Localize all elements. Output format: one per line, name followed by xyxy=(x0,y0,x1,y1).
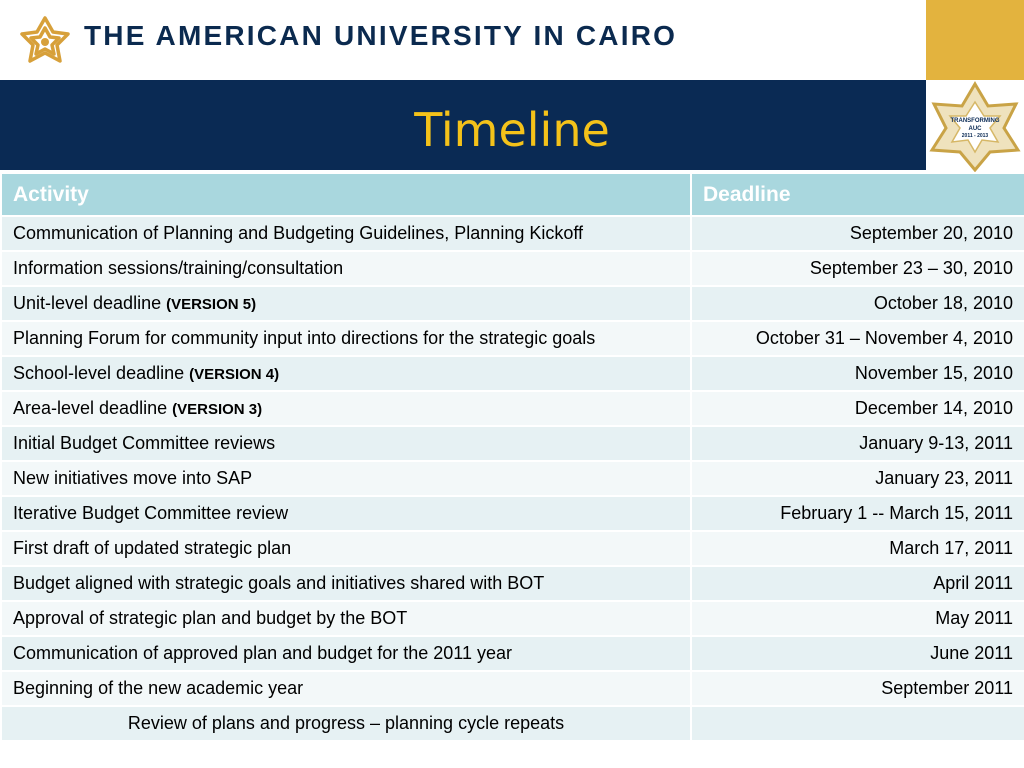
activity-cell xyxy=(1,426,691,461)
activity-text: Iterative Budget Committee review xyxy=(13,503,289,523)
activity-text: Approval of strategic plan and budget by the BOT xyxy=(13,608,408,628)
final-activity-cell: Review of plans and progress – planning cycle repeats xyxy=(1,706,691,741)
deadline-cell: April 2011 xyxy=(691,566,1024,601)
deadline-cell: March 17, 2011 xyxy=(691,531,1024,566)
activity-text: Communication of approved plan and budget for the 2011 year xyxy=(13,643,512,663)
activity-column-header: Activity xyxy=(1,173,691,216)
table-row-final xyxy=(1,706,1024,741)
table-row xyxy=(1,356,1024,391)
version-note: (VERSION 4) xyxy=(189,366,280,383)
transforming-auc-badge-icon xyxy=(926,80,1024,172)
activity-text: Unit-level deadline xyxy=(13,293,167,313)
version-note: (VERSION 5) xyxy=(166,296,257,313)
activity-text: New initiatives move into SAP xyxy=(13,468,253,488)
activity-text: Initial Budget Committee reviews xyxy=(13,433,276,453)
table-row xyxy=(1,636,1024,671)
table-row xyxy=(1,216,1024,251)
header-bar xyxy=(0,0,1024,80)
activity-text: First draft of updated strategic plan xyxy=(13,538,292,558)
slide-title: Timeline xyxy=(414,103,610,157)
table-row xyxy=(1,496,1024,531)
activity-cell xyxy=(1,496,691,531)
deadline-cell: September 23 – 30, 2010 xyxy=(691,251,1024,286)
deadline-cell: January 23, 2011 xyxy=(691,461,1024,496)
header-accent-block xyxy=(926,0,1024,80)
activity-text: School-level deadline xyxy=(13,363,190,383)
version-note: (VERSION 3) xyxy=(172,401,263,418)
activity-cell xyxy=(1,461,691,496)
table-row xyxy=(1,391,1024,426)
table-row xyxy=(1,531,1024,566)
table-row xyxy=(1,286,1024,321)
activity-text: Area-level deadline xyxy=(13,398,173,418)
transforming-auc-badge xyxy=(926,80,1024,172)
deadline-cell: May 2011 xyxy=(691,601,1024,636)
table-row xyxy=(1,461,1024,496)
activity-text: Planning Forum for community input into directions for the strategic goals xyxy=(13,328,596,348)
activity-cell xyxy=(1,636,691,671)
auc-logo-icon xyxy=(18,14,72,68)
deadline-cell: January 9-13, 2011 xyxy=(691,426,1024,461)
timeline-table xyxy=(0,172,1024,742)
activity-cell xyxy=(1,286,691,321)
activity-cell xyxy=(1,391,691,426)
deadline-cell: June 2011 xyxy=(691,636,1024,671)
activity-cell xyxy=(1,671,691,706)
deadline-cell: February 1 -- March 15, 2011 xyxy=(691,496,1024,531)
table-row xyxy=(1,566,1024,601)
table-row xyxy=(1,671,1024,706)
deadline-cell: December 14, 2010 xyxy=(691,391,1024,426)
deadline-column-header: Deadline xyxy=(691,173,1024,216)
deadline-cell: November 15, 2010 xyxy=(691,356,1024,391)
activity-cell xyxy=(1,566,691,601)
activity-cell xyxy=(1,531,691,566)
badge-line-2: AUC xyxy=(968,126,982,132)
table-row xyxy=(1,601,1024,636)
table-row xyxy=(1,251,1024,286)
table-header-row xyxy=(1,173,1024,216)
university-name: THE AMERICAN UNIVERSITY IN CAIRO xyxy=(84,20,678,51)
activity-cell xyxy=(1,251,691,286)
activity-cell xyxy=(1,601,691,636)
activity-cell xyxy=(1,321,691,356)
badge-line-3: 2011 - 2013 xyxy=(961,133,989,139)
activity-text: Information sessions/training/consultation xyxy=(13,258,344,278)
activity-cell xyxy=(1,216,691,251)
table-row xyxy=(1,321,1024,356)
final-deadline-cell xyxy=(691,706,1024,741)
badge-line-1: TRANSFORMING xyxy=(950,118,1000,124)
activity-text: Budget aligned with strategic goals and initiatives shared with BOT xyxy=(13,573,545,593)
activity-text: Beginning of the new academic year xyxy=(13,678,304,698)
deadline-cell: October 18, 2010 xyxy=(691,286,1024,321)
deadline-cell: September 2011 xyxy=(691,671,1024,706)
table-row xyxy=(1,426,1024,461)
activity-text: Communication of Planning and Budgeting Guidelines, Planning Kickoff xyxy=(13,223,584,243)
activity-cell xyxy=(1,356,691,391)
deadline-cell: October 31 – November 4, 2010 xyxy=(691,321,1024,356)
deadline-cell: September 20, 2010 xyxy=(691,216,1024,251)
